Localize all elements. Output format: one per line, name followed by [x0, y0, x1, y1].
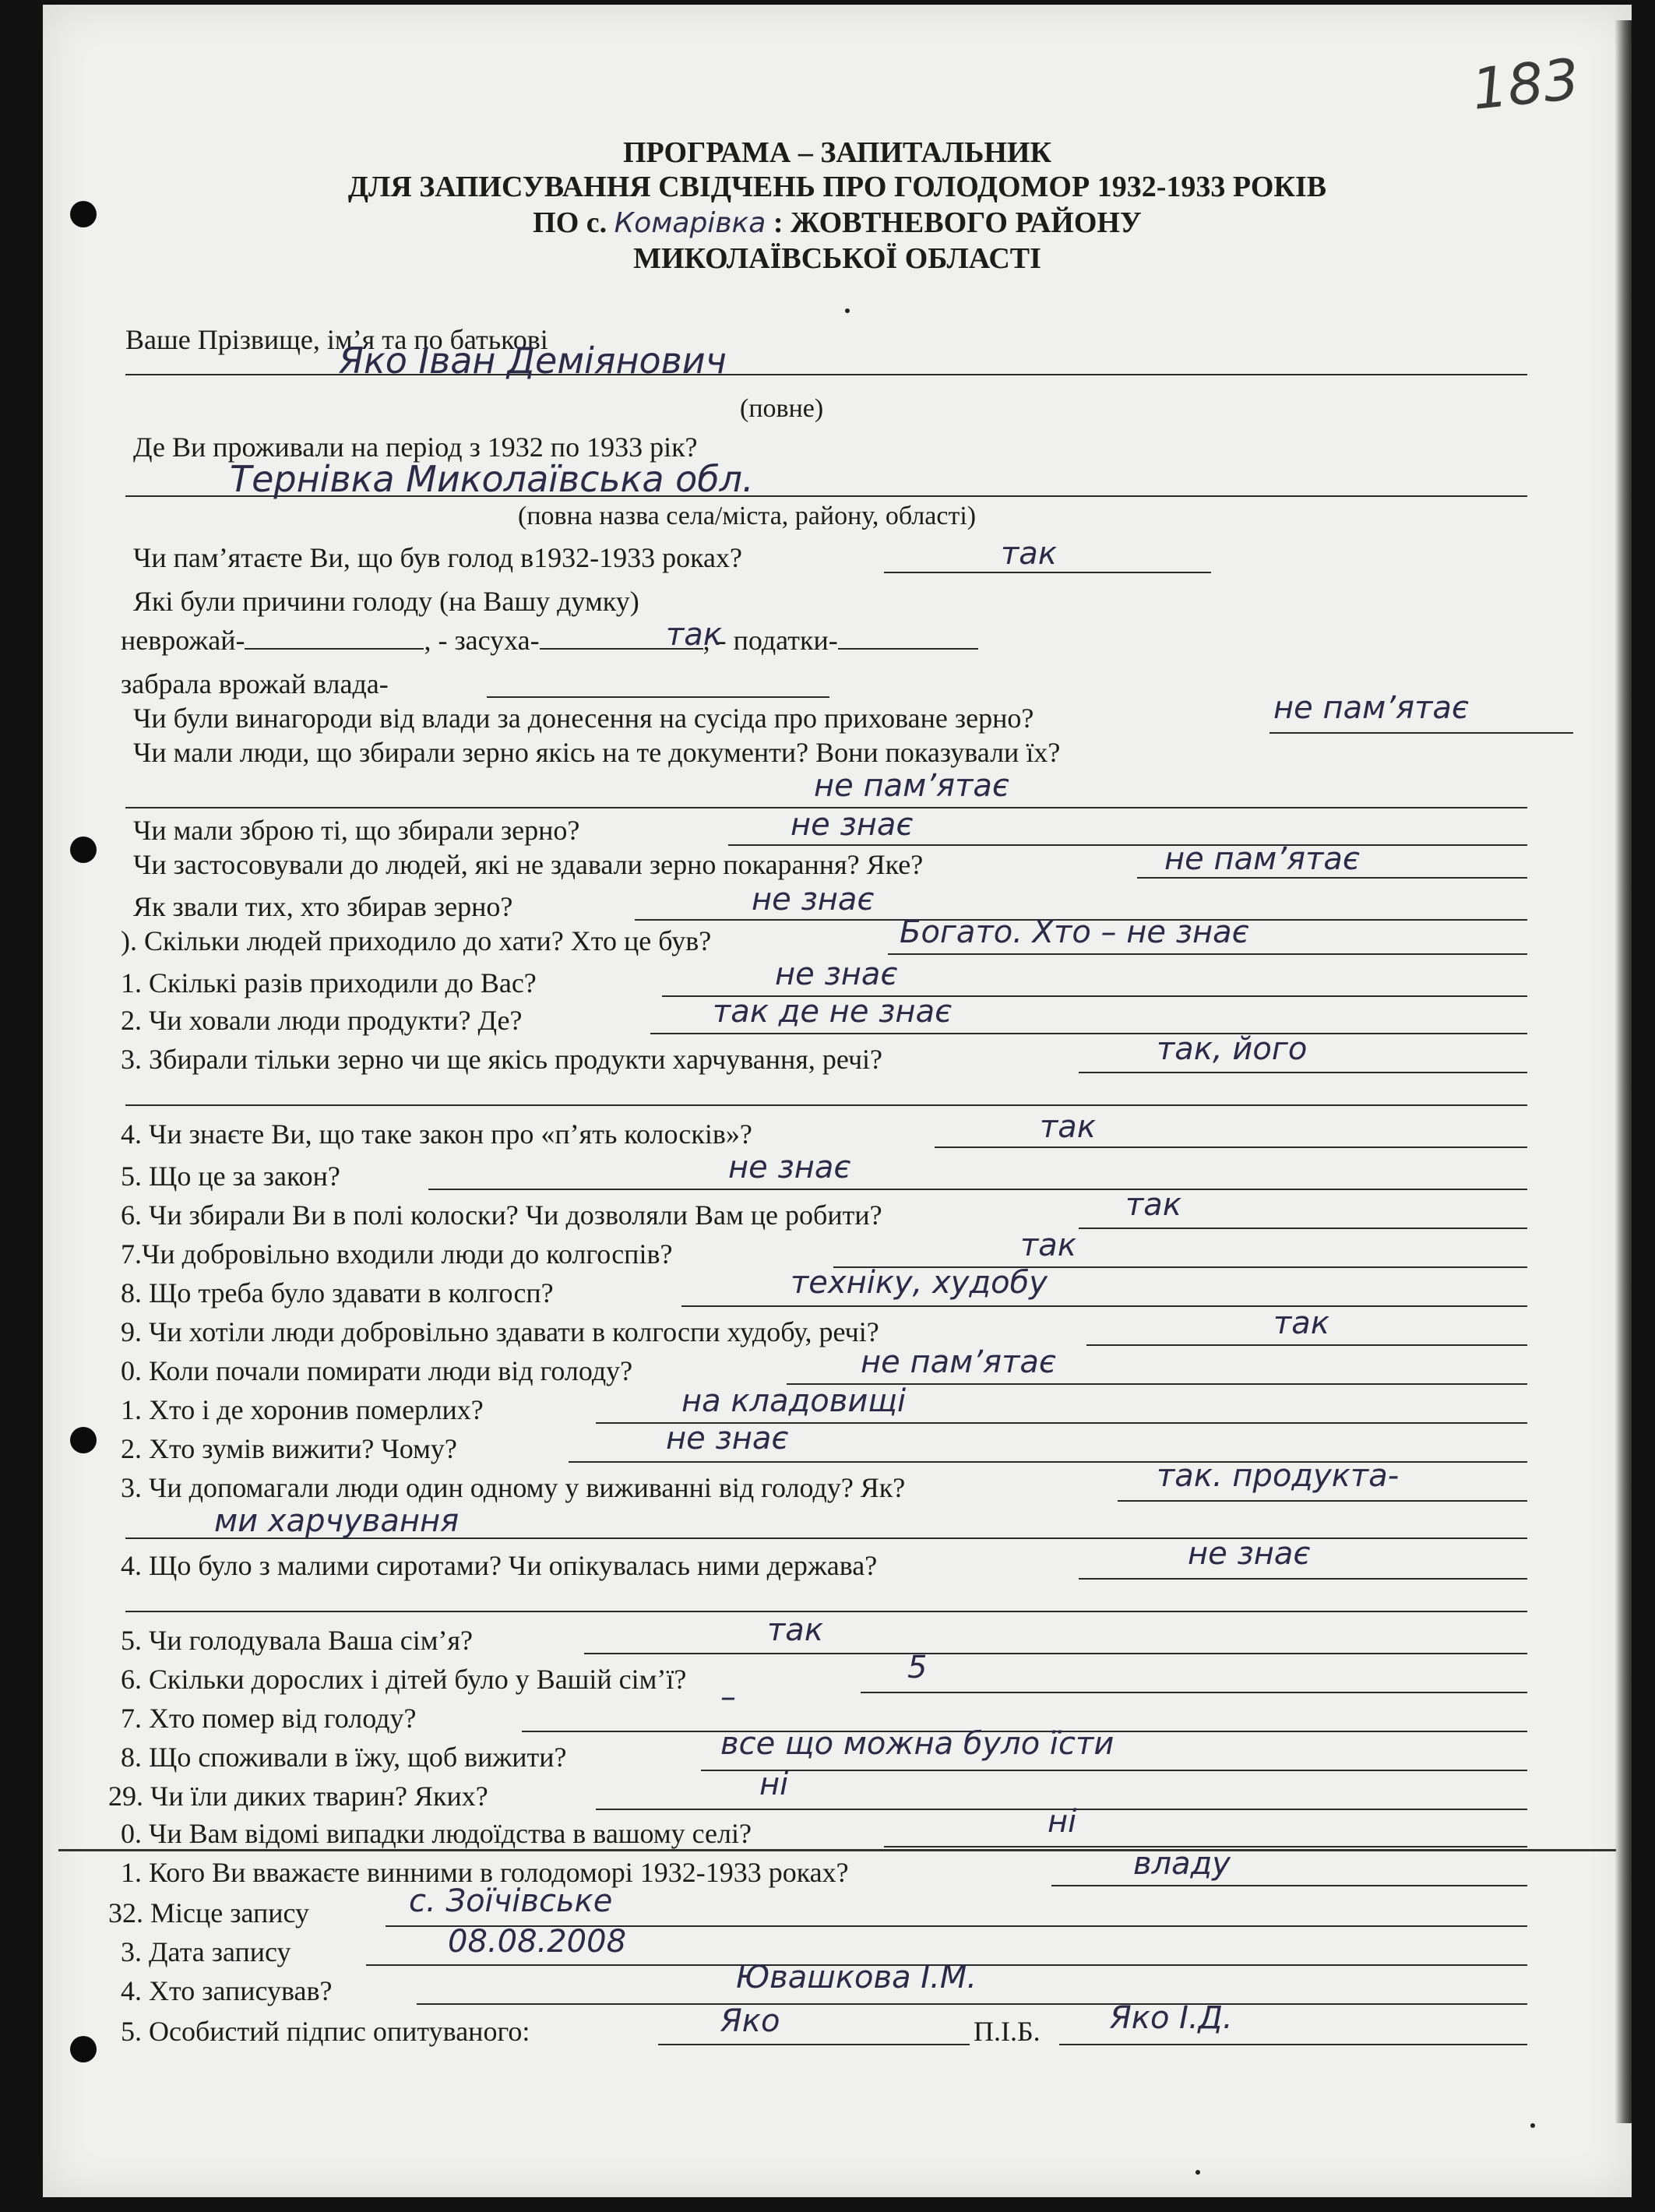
answer-line	[1086, 1344, 1527, 1346]
answer-line	[1118, 1500, 1527, 1502]
answer-35-pib: Яко І.Д.	[1110, 2000, 1233, 2036]
question-35: 5. Особистий підпис опитуваного:	[121, 2016, 530, 2047]
answer-17: так	[1020, 1228, 1076, 1263]
question-13: 3. Збирали тільки зерно чи ще якісь продукти харчування, речі?	[121, 1044, 883, 1075]
question-31: 1. Кого Ви вважаєте винними в голодоморі 1932-1933 роках?	[121, 1857, 849, 1888]
question-25: 5. Чи голодувала Ваша сім’я?	[121, 1625, 474, 1656]
fold-line	[58, 1849, 1616, 1851]
answer-22: не знає	[666, 1421, 789, 1456]
residence-label: Де Ви проживали на період з 1932 по 1933 рік?	[133, 431, 698, 463]
answer-line	[1137, 877, 1527, 879]
question-23: 3. Чи допомагали люди один одному у виживанні від голоду? Як?	[121, 1472, 906, 1503]
header-village-line: ПО с. Комарівка : ЖОВТНЕВОГО РАЙОНУ	[533, 206, 1142, 239]
punch-hole	[70, 837, 97, 863]
name-note: (повне)	[740, 394, 824, 423]
answer-14: так	[1040, 1109, 1096, 1145]
question-26: 6. Скільки дорослих і дітей було у Вашій сім’ї?	[121, 1664, 687, 1695]
question-30: 0. Чи Вам відомі випадки людоїдства в вашому селі?	[121, 1818, 752, 1849]
answer-line	[888, 953, 1527, 955]
question-19: 9. Чи хотіли люди добровільно здавати в колгоспи худобу, речі?	[121, 1316, 879, 1347]
question-3: Чи пам’ятаєте Ви, що був голод в1932-1933 роках?	[133, 542, 743, 573]
question-34: 4. Хто записував?	[121, 1975, 333, 2006]
answer-3: так	[1001, 536, 1057, 572]
residence-note: (повна назва села/міста, району, області)	[518, 502, 977, 530]
question-21: 1. Хто і де хоронив померлих?	[121, 1394, 484, 1425]
answer-line	[884, 572, 1211, 573]
answer-18: техніку, худобу	[791, 1265, 1048, 1301]
scan-speck	[1530, 2123, 1535, 2128]
answer-line	[681, 1305, 1527, 1307]
question-15: 5. Що це за закон?	[121, 1161, 340, 1192]
answer-31: владу	[1133, 1846, 1231, 1882]
answer-line	[125, 1104, 1527, 1106]
question-32: 32. Місце запису	[108, 1897, 309, 1928]
answer-line	[487, 696, 829, 698]
answer-19: так	[1273, 1305, 1329, 1341]
answer-line	[417, 2003, 1527, 2005]
signature: Яко	[720, 2003, 780, 2039]
scan-speck	[1195, 2170, 1200, 2175]
question-4-line2: неврожай- , - засуха- , - податки-	[121, 625, 978, 656]
answer-23: так. продукта-	[1157, 1458, 1400, 1494]
question-4: Які були причини голоду (на Вашу думку)	[133, 586, 639, 617]
answer-line	[935, 1147, 1527, 1148]
page-edge-shadow	[1615, 20, 1632, 2123]
question-16: 6. Чи збирали Ви в полі колоски? Чи дозволяли Вам це робити?	[121, 1199, 882, 1231]
question-8: Чи застосовували до людей, які не здавали зерно покарання? Яке?	[133, 849, 924, 880]
answer-line	[584, 1653, 1527, 1654]
name-label: Ваше Прізвище, ім’я та по батькові	[125, 324, 548, 355]
answer-10: Богато. Хто – не знає	[900, 914, 1249, 950]
question-6: Чи мали люди, що збирали зерно якісь на те документи? Вони показували їх?	[133, 737, 1061, 768]
question-9: Як звали тих, хто збирав зерно?	[133, 891, 513, 922]
answer-32: с. Зоїчівське	[409, 1883, 613, 1919]
question-33: 3. Дата запису	[121, 1936, 291, 1967]
answer-line	[125, 374, 1527, 375]
answer-8: не пам’ятає	[1164, 841, 1360, 877]
answer-23-cont: ми харчування	[214, 1503, 460, 1539]
header-title: ПРОГРАМА – ЗАПИТАЛЬНИК	[622, 136, 1052, 169]
question-4-line3: забрала врожай влада-	[121, 668, 389, 699]
answer-line	[1079, 1072, 1527, 1073]
answer-line	[1269, 732, 1573, 734]
answer-11: не знає	[775, 956, 898, 992]
question-28: 8. Що споживали в їжу, щоб вижити?	[121, 1742, 567, 1773]
answer-25: так	[767, 1612, 823, 1648]
question-24: 4. Що було з малими сиротами? Чи опікувалась ними держава?	[121, 1550, 878, 1581]
document-page	[43, 5, 1632, 2197]
scan-speck	[845, 308, 850, 313]
answer-16: так	[1125, 1187, 1181, 1223]
answer-27: –	[720, 1679, 736, 1715]
answer-24: не знає	[1188, 1536, 1311, 1572]
answer-line	[861, 1692, 1527, 1693]
answer-line	[650, 1033, 1527, 1034]
question-10: ). Скільки людей приходило до хати? Хто це був?	[121, 925, 712, 956]
answer-line	[428, 1189, 1527, 1190]
answer-13: так, його	[1157, 1031, 1308, 1067]
page-number: 183	[1468, 46, 1583, 122]
question-20: 0. Коли почали помирати люди від голоду?	[121, 1355, 633, 1386]
answer-line	[1079, 1578, 1527, 1580]
answer-15: не знає	[728, 1150, 851, 1185]
punch-hole	[70, 1427, 97, 1453]
question-7: Чи мали зброю ті, що збирали зерно?	[133, 815, 580, 846]
answer-line	[1079, 1228, 1527, 1229]
answer-20: не пам’ятає	[861, 1344, 1056, 1380]
answer-7: не знає	[791, 807, 914, 843]
answer-9: не знає	[752, 882, 875, 918]
signature-line	[658, 2044, 970, 2045]
answer-line	[1051, 1885, 1527, 1886]
answer-line	[728, 844, 1527, 846]
answer-26: 5	[907, 1650, 928, 1685]
question-11: 1. Скількі разів приходили до Вас?	[121, 967, 537, 999]
answer-21: на кладовищі	[681, 1383, 907, 1419]
answer-28: все що можна було їсти	[720, 1726, 1114, 1762]
district-label: ЖОВТНЕВОГО РАЙОНУ	[791, 206, 1142, 239]
village-handwritten: Комарівка	[614, 207, 766, 239]
question-29: 29. Чи їли диких тварин? Яких?	[108, 1781, 488, 1812]
question-27: 7. Хто помер від голоду?	[121, 1703, 417, 1734]
answer-34: Ювашкова І.М.	[736, 1960, 977, 1995]
question-17: 7.Чи добровільно входили люди до колгоспів?	[121, 1238, 673, 1270]
question-18: 8. Що треба було здавати в колгосп?	[121, 1277, 554, 1309]
residence-answer: Тернівка Миколаївська обл.	[230, 458, 754, 500]
village-prefix: ПО с.	[533, 206, 607, 239]
header-subtitle: ДЛЯ ЗАПИСУВАННЯ СВІДЧЕНЬ ПРО ГОЛОДОМОР 1932-1933 РОКІВ	[347, 171, 1327, 203]
question-14: 4. Чи знаєте Ви, що таке закон про «п’ять колосків»?	[121, 1118, 752, 1150]
question-22: 2. Хто зумів вижити? Чому?	[121, 1433, 457, 1464]
answer-29: ні	[759, 1766, 789, 1802]
answer-line	[701, 1770, 1527, 1771]
answer-line	[125, 1611, 1527, 1612]
answer-33: 08.08.2008	[448, 1924, 627, 1960]
pib-label: П.І.Б.	[974, 2016, 1041, 2047]
answer-line	[1059, 2044, 1527, 2045]
answer-30: ні	[1048, 1804, 1077, 1840]
question-12: 2. Чи ховали люди продукти? Де?	[121, 1005, 523, 1036]
header-region: МИКОЛАЇВСЬКОЇ ОБЛАСТІ	[633, 242, 1041, 275]
answer-12: так де не знає	[713, 994, 953, 1030]
question-5: Чи були винагороди від влади за донесення на сусіда про приховане зерно?	[133, 703, 1034, 734]
punch-hole	[70, 2036, 97, 2062]
answer-5: не пам’ятає	[1273, 690, 1469, 726]
name-answer: Яко Іван Деміянович	[339, 340, 727, 382]
answer-4-drought: так	[666, 617, 722, 653]
answer-6: не пам’ятає	[814, 768, 1009, 804]
